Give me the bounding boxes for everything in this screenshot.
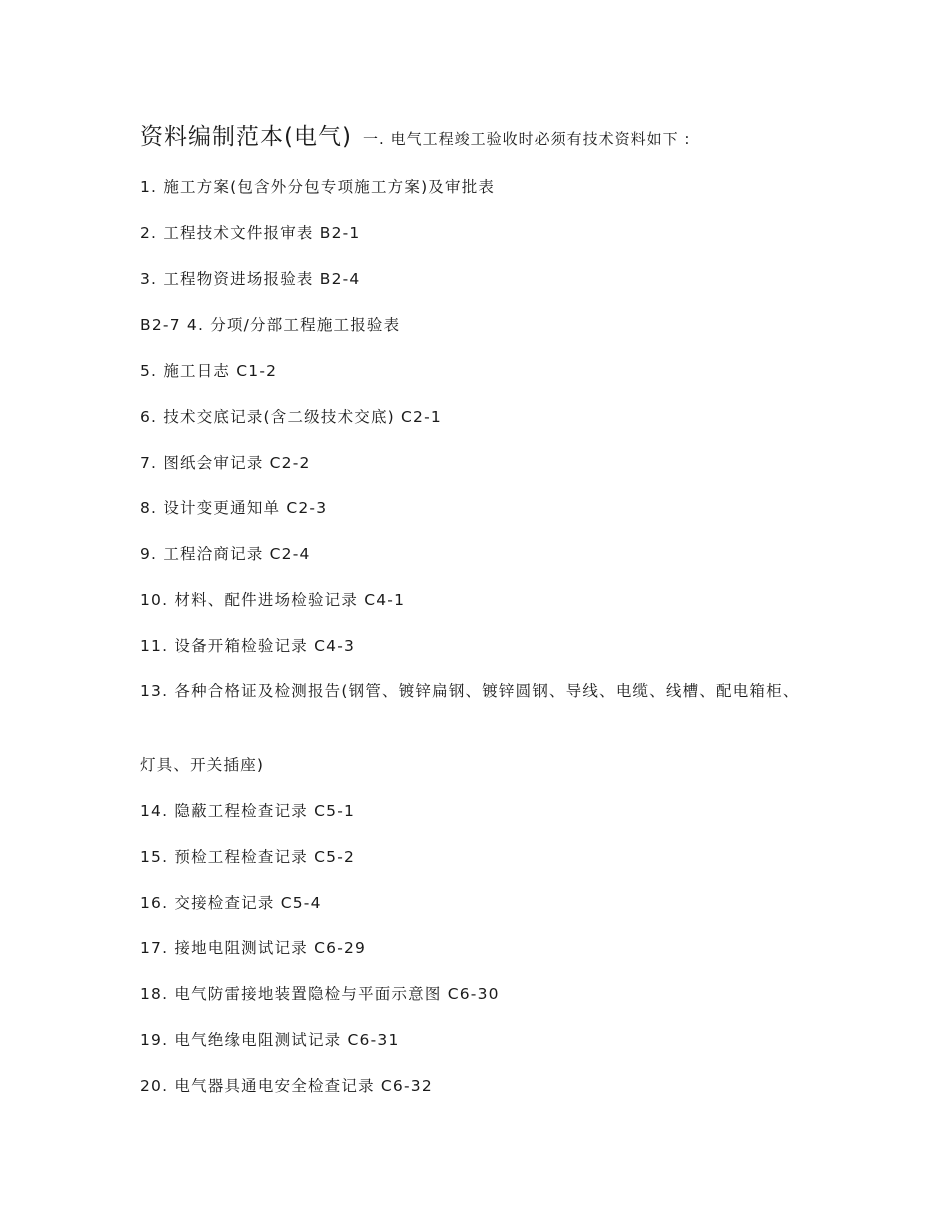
list-item: 19. 电气绝缘电阻测试记录 C6-31 xyxy=(140,1031,400,1049)
list-item: 8. 设计变更通知单 C2-3 xyxy=(140,499,328,517)
list-item: 15. 预检工程检查记录 C5-2 xyxy=(140,848,356,866)
list-item: 20. 电气器具通电安全检查记录 C6-32 xyxy=(140,1077,433,1095)
title-line xyxy=(140,118,690,151)
list-item: 5. 施工日志 C1-2 xyxy=(140,362,278,380)
list-item: 9. 工程洽商记录 C2-4 xyxy=(140,545,311,563)
list-item: 10. 材料、配件进场检验记录 C4-1 xyxy=(140,591,406,609)
list-item: 1. 施工方案(包含外分包专项施工方案)及审批表 xyxy=(140,178,496,196)
list-item: 14. 隐蔽工程检查记录 C5-1 xyxy=(140,802,356,820)
list-item: 6. 技术交底记录(含二级技术交底) C2-1 xyxy=(140,408,442,426)
list-item: 2. 工程技术文件报审表 B2-1 xyxy=(140,224,361,242)
document-title: 资料编制范本(电气) xyxy=(140,124,352,150)
list-item: B2-7 4. 分项/分部工程施工报验表 xyxy=(140,316,401,334)
list-item: 16. 交接检查记录 C5-4 xyxy=(140,894,322,912)
list-item: 灯具、开关插座) xyxy=(140,756,265,774)
list-item: 17. 接地电阻测试记录 C6-29 xyxy=(140,939,367,957)
list-item: 7. 图纸会审记录 C2-2 xyxy=(140,454,311,472)
list-item: 3. 工程物资进场报验表 B2-4 xyxy=(140,270,361,288)
document-subtitle: 一. 电气工程竣工验收时必须有技术资料如下 : xyxy=(363,130,691,148)
list-item: 11. 设备开箱检验记录 C4-3 xyxy=(140,637,356,655)
list-item: 13. 各种合格证及检测报告(钢管、镀锌扁钢、镀锌圆钢、导线、电缆、线槽、配电箱柜、 xyxy=(140,682,800,700)
list-item: 18. 电气防雷接地装置隐检与平面示意图 C6-30 xyxy=(140,985,500,1003)
